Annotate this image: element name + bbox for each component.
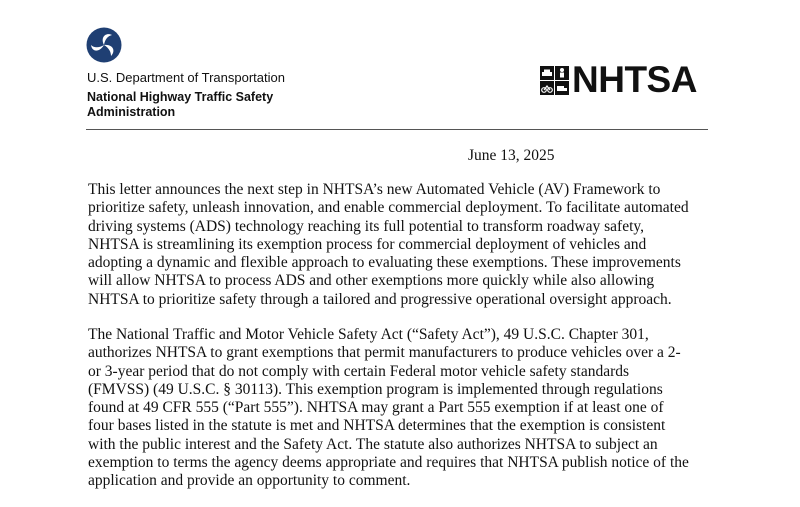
- text-line: authorizes NHTSA to grant exemptions that permit manufacturers to produce vehicles over a 2-: [88, 344, 681, 362]
- nhtsa-wordmark: NHTSA: [572, 59, 697, 100]
- text-line: application and provide an opportunity to comment.: [88, 472, 411, 490]
- text-line: NHTSA to prioritize safety through a tailored and progressive operational oversight approach.: [88, 290, 672, 308]
- paragraph-1: [88, 181, 728, 309]
- letter-date: June 13, 2025: [468, 147, 555, 164]
- dot-triskelion-icon: [86, 27, 122, 63]
- text-line: driving systems (ADS) technology reaching its full potential to transform roadway safety,: [88, 217, 645, 235]
- paragraph-2: [88, 326, 728, 491]
- text-line: adopting a dynamic and flexible approach to evaluating these exemptions. These improvements: [88, 254, 681, 272]
- truck-icon: [555, 81, 569, 95]
- text-line: This letter announces the next step in NHTSA’s new Automated Vehicle (AV) Framework to: [88, 181, 661, 198]
- text-line: will allow NHTSA to process ADS and other exemptions more quickly while also allowing: [88, 272, 655, 290]
- text-line: exemption to terms the agency deems appropriate and requires that NHTSA publish notice of the: [88, 454, 689, 472]
- text-line: (FMVSS) (49 U.S.C. § 30113). This exemption program is implemented through regulations: [88, 380, 663, 398]
- text-line: The National Traffic and Motor Vehicle Safety Act (“Safety Act”), 49 U.S.C. Chapter 301,: [88, 326, 649, 343]
- nhtsa-logo: [540, 59, 697, 100]
- nhtsa-safety-grid-icon: [540, 66, 569, 95]
- car-icon: [540, 66, 554, 80]
- text-line: with the public interest and the Safety Act. The statute also authorizes NHTSA to subject an: [88, 435, 658, 453]
- header-divider: [86, 129, 708, 130]
- department-name: U.S. Department of Transportation: [87, 70, 285, 85]
- agency-name-line-1: National Highway Traffic Safety: [87, 90, 274, 104]
- text-line: found at 49 CFR 555 (“Part 555”). NHTSA may grant a Part 555 exemption if at least one of: [88, 399, 664, 417]
- text-line: or 3-year period that do not comply with certain Federal motor vehicle safety standards: [88, 362, 630, 380]
- agency-name: [87, 90, 273, 120]
- text-line: NHTSA is streamlining its exemption process for commercial deployment of vehicles and: [88, 235, 647, 253]
- bicycle-icon: [540, 81, 554, 95]
- person-icon: [555, 66, 569, 80]
- text-line: four bases listed in the statute is met and NHTSA determines that the exemption is consistent: [88, 417, 666, 435]
- agency-name-line-2: Administration: [87, 105, 176, 119]
- text-line: prioritize safety, unleash innovation, and enable commercial deployment. To facilitate automated: [88, 199, 689, 217]
